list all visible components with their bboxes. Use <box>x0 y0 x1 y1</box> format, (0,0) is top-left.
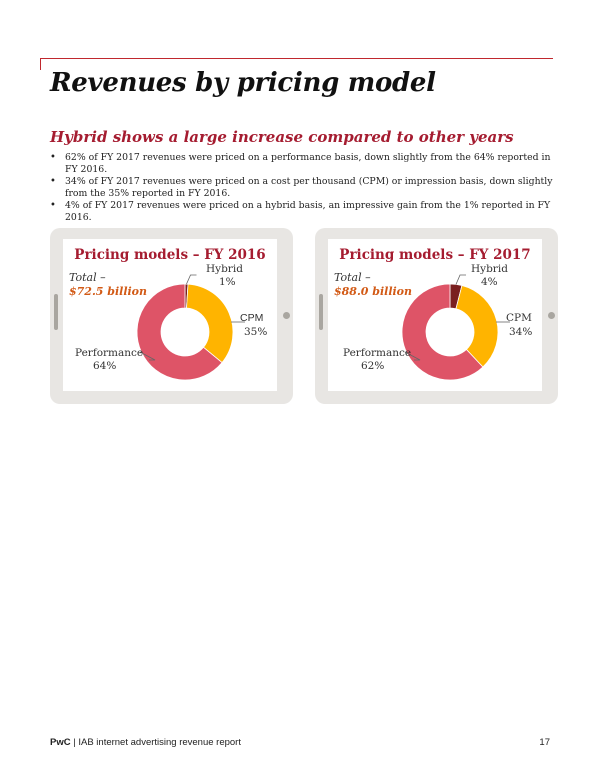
chart-title: Pricing models – FY 2016 <box>74 247 266 263</box>
footer-report-title: IAB internet advertising revenue report <box>78 737 241 748</box>
total-value: $72.5 billion <box>69 285 148 298</box>
cpm-label: CPM <box>240 312 264 324</box>
hybrid-label: Hybrid <box>206 263 243 275</box>
bullet-item: • 4% of FY 2017 revenues were priced on a hybrid basis, an impressive gain from the 1% reported in FY 2016. <box>50 200 555 224</box>
chart-panel-fy2016 <box>63 239 277 391</box>
cpm-value: 34% <box>509 326 533 338</box>
total-label: Total – <box>334 271 371 284</box>
performance-value: 62% <box>361 360 385 372</box>
chart-panel-fy2017 <box>328 239 542 391</box>
tablet-camera-dot <box>548 312 555 319</box>
hybrid-leader-line <box>187 275 197 284</box>
footer-separator: | <box>73 737 76 748</box>
cpm-value: 35% <box>244 326 268 338</box>
total-label: Total – <box>69 271 106 284</box>
performance-label: Performance <box>75 347 144 359</box>
footer-brand: PwC <box>50 737 71 748</box>
hybrid-leader-line <box>456 275 466 284</box>
bullet-item: • 62% of FY 2017 revenues were priced on a performance basis, down slightly from the 64% reported in FY 2016. <box>50 152 555 176</box>
performance-label: Performance <box>343 347 412 359</box>
bullet-item: • 34% of FY 2017 revenues were priced on a cost per thousand (CPM) or impression basis, down slightly from the 35% reported in FY 2016. <box>50 176 555 200</box>
section-subtitle: Hybrid shows a large increase compared to other years <box>50 128 514 146</box>
hybrid-value: 1% <box>219 276 236 288</box>
hybrid-label: Hybrid <box>471 263 508 275</box>
page-title: Revenues by pricing model <box>50 68 436 98</box>
tablet-home-bar <box>319 294 323 330</box>
page-footer <box>50 737 550 748</box>
tablet-home-bar <box>54 294 58 330</box>
hybrid-value: 4% <box>481 276 498 288</box>
page-number: 17 <box>539 737 550 748</box>
cpm-label: CPM <box>506 312 532 324</box>
header-rule-tick <box>40 58 41 70</box>
performance-value: 64% <box>93 360 117 372</box>
tablet-camera-dot <box>283 312 290 319</box>
tablet-fy2016 <box>50 228 293 404</box>
header-rule <box>40 58 553 59</box>
cpm-slice <box>187 284 233 363</box>
total-value: $88.0 billion <box>334 285 413 298</box>
tablet-fy2017 <box>315 228 558 404</box>
chart-title: Pricing models – FY 2017 <box>339 247 531 263</box>
bullet-list <box>50 152 555 224</box>
